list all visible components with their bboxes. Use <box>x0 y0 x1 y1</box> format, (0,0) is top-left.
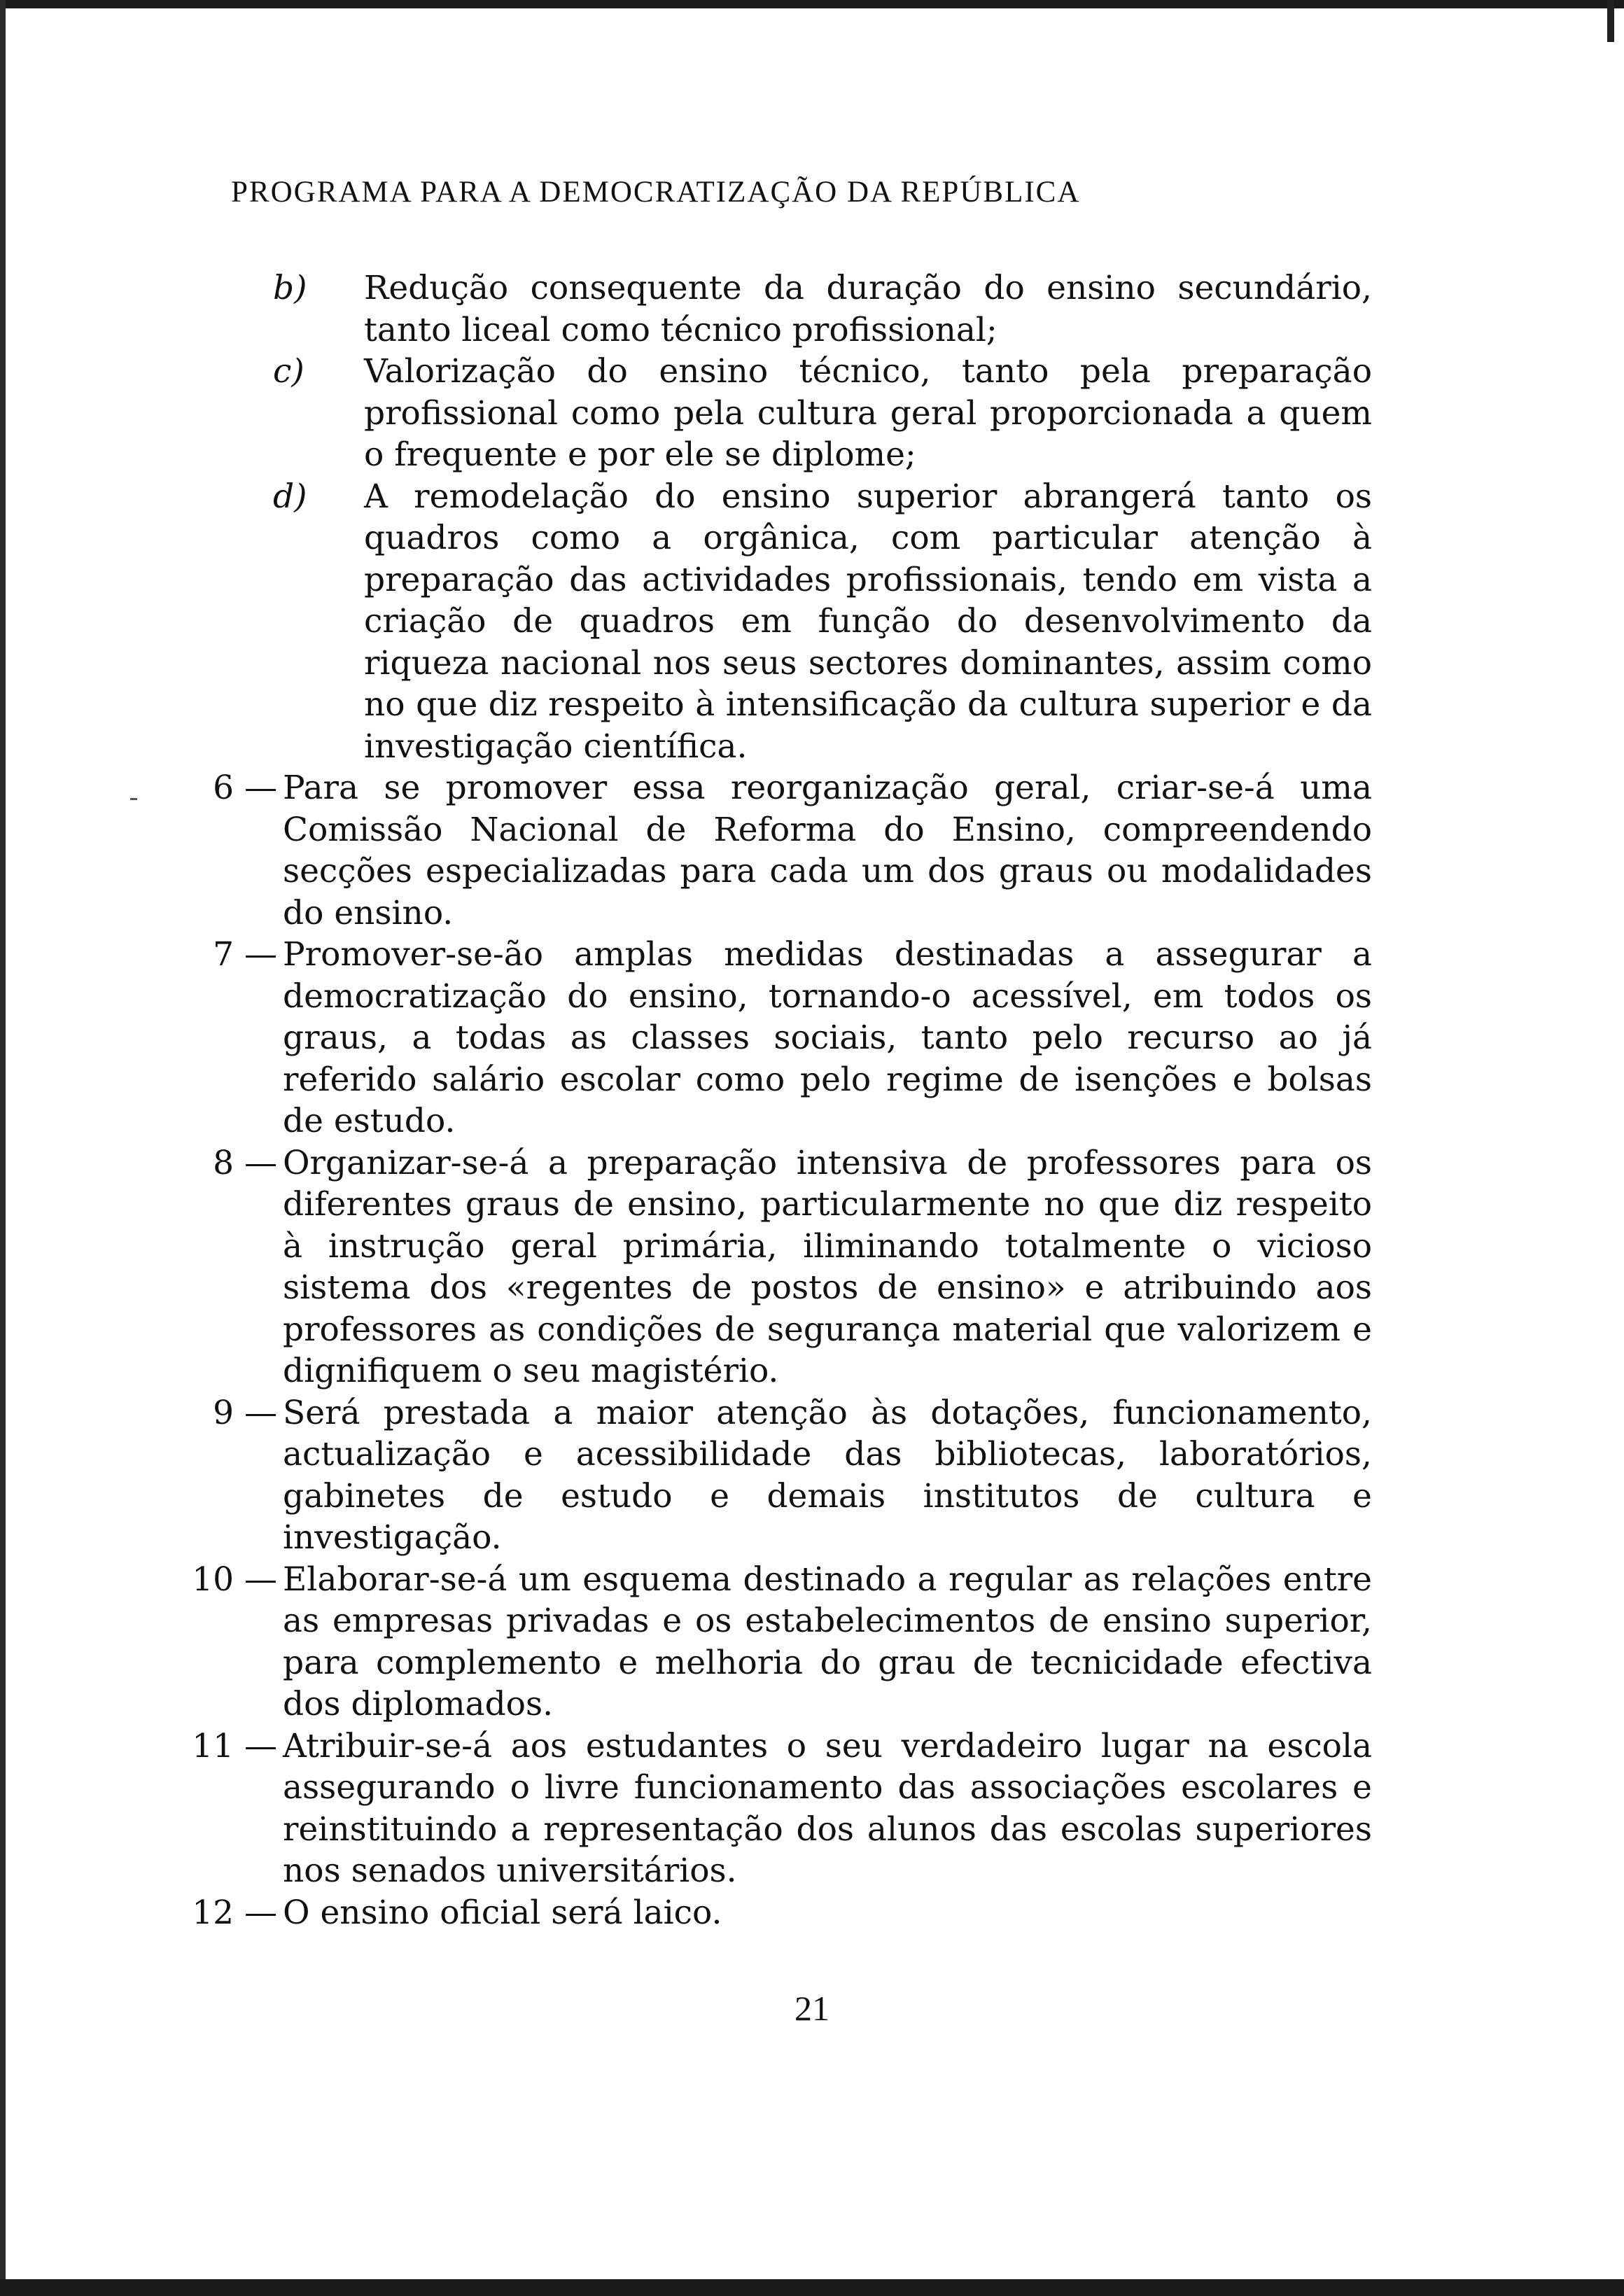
item-text: Organizar-se-á a preparação intensiva de professores para os diferentes graus de ensino, particularmente no que diz respeito à instrução geral primária, iliminando totalmente o vicioso sistema dos «regentes de postos de ensino» e atribuindo aos professores as condições de segurança material que valorizem e dignifiquem o seu magistério. <box>283 1143 1372 1390</box>
list-item-12 <box>168 1892 1372 1934</box>
scan-border-bottom <box>0 2279 1624 2296</box>
page-body <box>168 267 1372 1933</box>
item-marker: d) <box>273 477 307 516</box>
item-text: Promover-se-ão amplas medidas destinadas a assegurar a democratização do ensino, tornando-o acessível, em todos os graus, a todas as classes sociais, tanto pelo recurso ao já referido salário escolar como pelo regime de isenções e bolsas de estudo. <box>283 935 1372 1140</box>
item-text: Para se promover essa reorganização geral, criar-se-á uma Comissão Nacional de Reforma do Ensino, compreendendo secções especializadas para cada um dos graus ou modalidades do ensino. <box>283 769 1372 932</box>
item-number: 9 — <box>213 1393 277 1432</box>
list-item-11 <box>168 1726 1372 1892</box>
item-text: Valorização do ensino técnico, tanto pela preparação profissional como pela cultura geral proporcionada a quem o frequente e por ele se diplome; <box>364 352 1372 474</box>
scan-border-left <box>0 0 6 2296</box>
item-number: 8 — <box>213 1143 277 1182</box>
item-number: 6 — <box>213 769 277 807</box>
list-item-d <box>168 476 1372 768</box>
list-item-c <box>168 351 1372 476</box>
list-item-7 <box>168 934 1372 1142</box>
item-number: 12 — <box>192 1893 277 1932</box>
running-head: PROGRAMA PARA A DEMOCRATIZAÇÃO DA REPÚBLICA <box>231 176 1081 209</box>
item-text: Atribuir-se-á aos estudantes o seu verdadeiro lugar na escola assegurando o livre funcionamento das associações escolares e reinstituindo a representação dos alunos das escolas superiores nos senados universitários. <box>283 1726 1372 1890</box>
item-number: 10 — <box>192 1560 277 1599</box>
item-text: O ensino oficial será laico. <box>283 1893 722 1932</box>
list-item-8 <box>168 1142 1372 1392</box>
list-item-6 <box>168 767 1372 934</box>
item-number: 11 — <box>192 1726 277 1765</box>
scan-corner-mark <box>1607 0 1614 42</box>
list-item-9 <box>168 1392 1372 1559</box>
scan-border-top <box>0 0 1624 8</box>
item-marker: c) <box>273 352 304 391</box>
margin-mark <box>130 798 137 800</box>
item-text: Será prestada a maior atenção às dotações, funcionamento, actualização e acessibilidade das bibliotecas, laboratórios, gabinetes de estudo e demais institutos de cultura e investigação. <box>283 1393 1372 1557</box>
list-item-b <box>168 267 1372 351</box>
item-text: Elaborar-se-á um esquema destinado a regular as relações entre as empresas privadas e os estabelecimentos de ensino superior, para complemento e melhoria do grau de tecnicidade efectiva dos diplomados. <box>283 1560 1372 1723</box>
item-text: A remodelação do ensino superior abrangerá tanto os quadros como a orgânica, com particular atenção à preparação das actividades profissionais, tendo em vista a criação de quadros em função do desenvolvimento da riqueza nacional nos seus sectores dominantes, assim como no que diz respeito à intensificação da cultura superior e da investigação científica. <box>364 477 1372 766</box>
item-number: 7 — <box>213 935 277 974</box>
page-number: 21 <box>794 1989 830 2028</box>
list-item-10 <box>168 1559 1372 1726</box>
item-marker: b) <box>273 269 307 307</box>
item-text: Redução consequente da duração do ensino secundário, tanto liceal como técnico profissional; <box>364 269 1372 349</box>
